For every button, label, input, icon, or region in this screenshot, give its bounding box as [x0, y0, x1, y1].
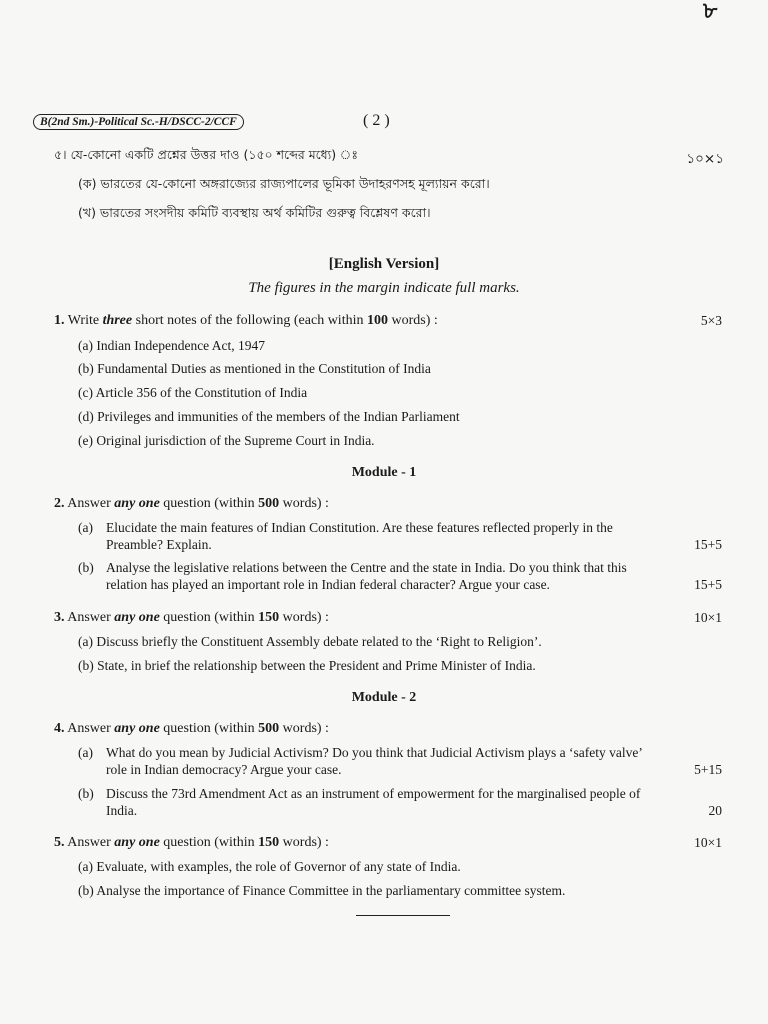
question-5-marks: 10×1	[694, 835, 722, 850]
question-2-option-a-line2: Preamble? Explain.	[106, 537, 212, 552]
question-1-item-d: (d) Privileges and immunities of the members of the Indian Parliament	[78, 409, 460, 424]
question-1-item-b: (b) Fundamental Duties as mentioned in the Constitution of India	[78, 361, 431, 376]
question-1: 1. Write three short notes of the following (each within 100 words) :	[54, 313, 438, 328]
question-1-number: 1.	[54, 313, 65, 328]
question-4-option-b-marks: 20	[708, 803, 722, 818]
question-4-option-a-line1: What do you mean by Judicial Activism? Do you think that Judicial Activism plays a ‘safety valve’	[106, 745, 643, 760]
corner-page-mark: ৮	[703, 0, 718, 24]
question-3-option-b: (b) State, in brief the relationship between the President and Prime Minister of India.	[78, 658, 536, 673]
question-2-option-a-marks: 15+5	[694, 537, 722, 552]
question-3: 3. Answer any one question (within 150 words) :	[54, 610, 329, 625]
question-2-option-b-label: (b)	[78, 560, 94, 575]
question-4-option-b-line2: India.	[106, 803, 138, 818]
bengali-option-a: (ক) ভারতের যে-কোনো অঙ্গরাজ্যের রাজ্যপালের ভূমিকা উদাহরণসহ মূল্যায়ন করো।	[78, 176, 490, 191]
question-1-item-c: (c) Article 356 of the Constitution of India	[78, 385, 308, 400]
question-4-option-a-marks: 5+15	[694, 762, 722, 777]
bengali-question-number: ৫।	[54, 147, 67, 162]
question-5: 5. Answer any one question (within 150 words) :	[54, 835, 329, 850]
bengali-question-text: যে-কোনো একটি প্রশ্নের উত্তর দাও (১৫০ শব্দের মধ্যে) ঃ	[70, 147, 359, 162]
question-2-option-b-line1: Analyse the legislative relations between the Centre and the state in India. Do you think that this	[106, 560, 627, 575]
module-1-heading: Module - 1	[351, 465, 417, 480]
question-4-option-b-label: (b)	[78, 786, 94, 801]
question-5-option-a: (a) Evaluate, with examples, the role of Governor of any state of India.	[78, 859, 461, 874]
question-3-marks: 10×1	[694, 610, 722, 625]
question-2-option-a-line1: Elucidate the main features of Indian Constitution. Are these features reflected properly in the	[106, 520, 613, 535]
question-1-emphasis: three	[102, 313, 133, 328]
question-4-option-a-line2: role in Indian democracy? Argue your case.	[106, 762, 342, 777]
module-2-heading: Module - 2	[351, 690, 417, 705]
page-number: ( 2 )	[363, 112, 390, 129]
question-2-option-b-marks: 15+5	[694, 577, 722, 592]
question-3-option-a: (a) Discuss briefly the Constituent Assembly debate related to the ‘Right to Religion’.	[78, 634, 542, 649]
question-4: 4. Answer any one question (within 500 words) :	[54, 721, 329, 736]
english-version-subtitle: The figures in the margin indicate full marks.	[248, 280, 520, 296]
paper-code: B(2nd Sm.)-Political Sc.-H/DSCC-2/CCF	[33, 114, 244, 130]
question-5-option-b: (b) Analyse the importance of Finance Committee in the parliamentary committee system.	[78, 883, 566, 898]
question-4-option-b-line1: Discuss the 73rd Amendment Act as an instrument of empowerment for the marginalised people of	[106, 786, 641, 801]
bengali-option-b: (খ) ভারতের সংসদীয় কমিটি ব্যবস্থায় অর্থ কমিটির গুরুত্ব বিশ্লেষণ করো।	[78, 205, 431, 220]
question-1-item-e: (e) Original jurisdiction of the Supreme Court in India.	[78, 433, 375, 448]
question-4-option-a-label: (a)	[78, 745, 93, 760]
question-2-option-b-line2: relation has played an important role in Indian federal character? Argue your case.	[106, 577, 550, 592]
question-2: 2. Answer any one question (within 500 words) :	[54, 496, 329, 511]
question-2-option-a-label: (a)	[78, 520, 93, 535]
end-divider	[356, 915, 450, 916]
bengali-question	[54, 147, 358, 167]
bengali-question-marks: ১০×১	[686, 151, 724, 167]
question-1-marks: 5×3	[700, 313, 722, 328]
question-1-item-a: (a) Indian Independence Act, 1947	[78, 338, 266, 353]
english-version-title: [English Version]	[328, 256, 440, 272]
